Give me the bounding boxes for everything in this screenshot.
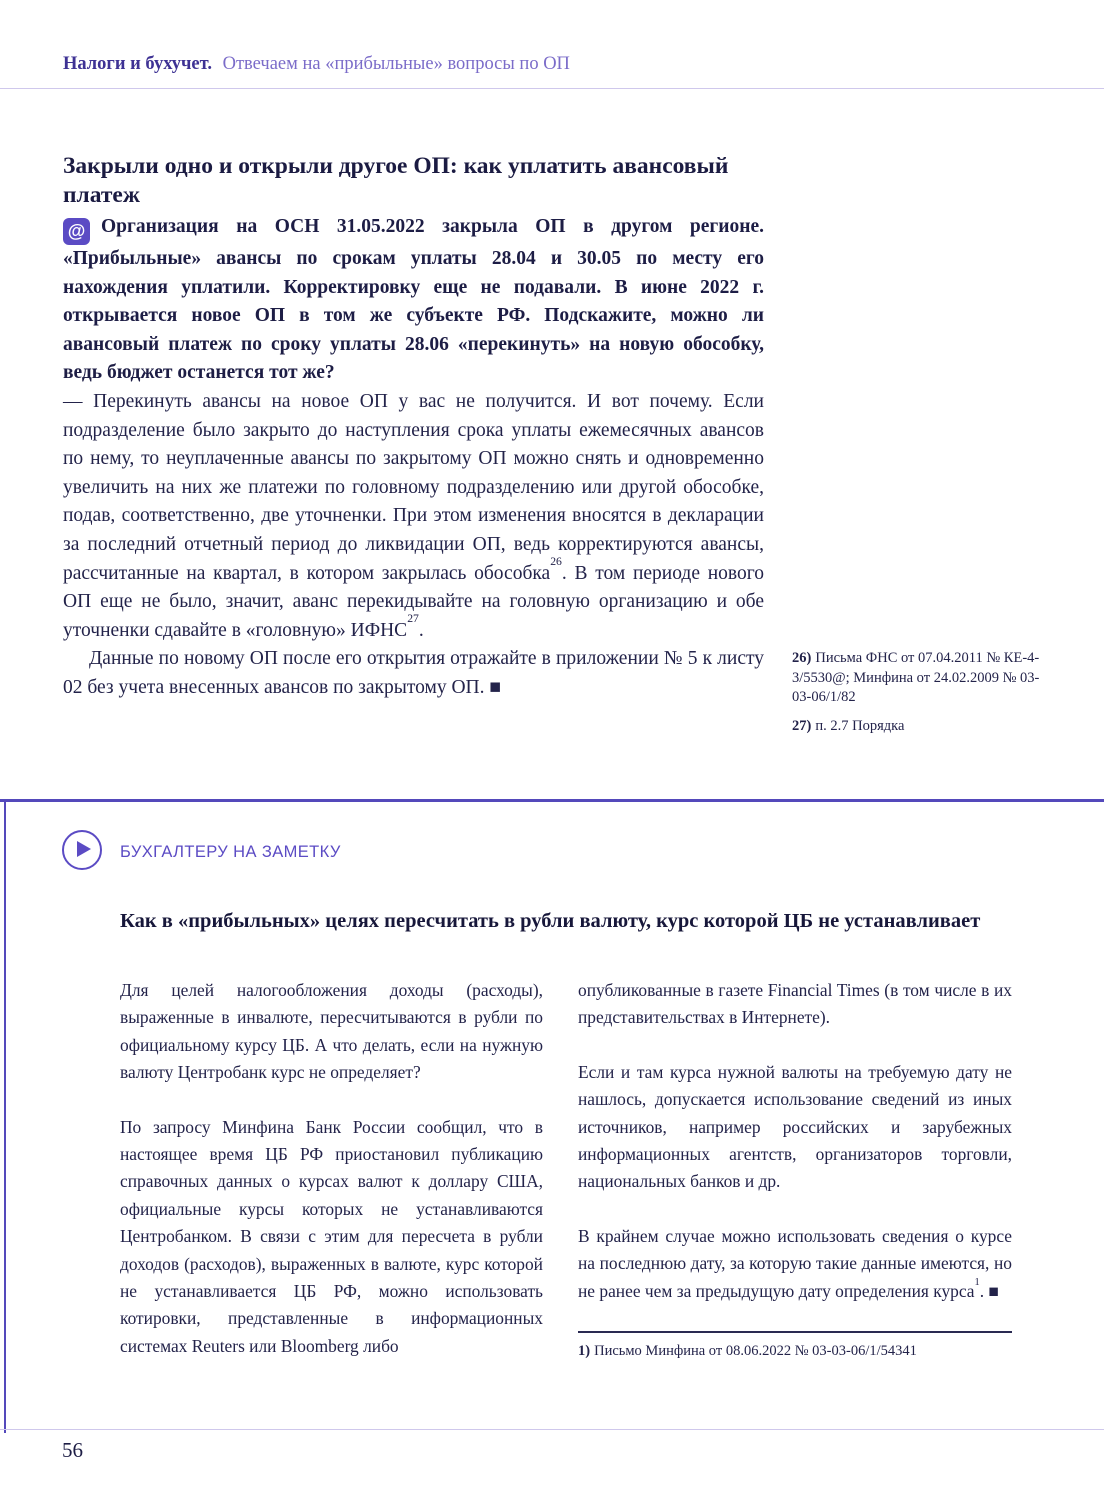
page-header	[63, 54, 570, 75]
footnote-divider	[578, 1331, 1012, 1333]
note-heading: Как в «прибыльных» целях пересчитать в рубли валюту, курс которой ЦБ не устанавливает	[120, 910, 981, 932]
header-divider	[0, 88, 1104, 89]
footnote-label: 1)	[578, 1342, 591, 1359]
right-paragraph-3-end: . ■	[979, 1280, 999, 1301]
margin-note-26-label: 26)	[792, 650, 812, 666]
answer-paragraph	[63, 388, 764, 645]
answer-part-1: — Перекинуть авансы на новое ОП у вас не получится. И вот почему. Если подразделение было закрыто до наступления срока уплаты ежемесячных авансов по нему, то неуплаченные авансы по закрытому ОП можно снять и одновременно увеличить на них же платежи по головному подразделению или другой обособке, подав, соответственно, две уточненки. При этом изменения вносятся в декларации за последний отчетный период до ликвидации ОП, ведь корректируются авансы, рассчитанные на квартал, в котором закрылась обособка	[63, 390, 764, 584]
closing-paragraph: Данные по новому ОП после его открытия отражайте в приложении № 5 к листу 02 без учета внесенных авансов по закрытому ОП. ■	[63, 648, 764, 698]
answer-part-3: .	[418, 619, 424, 641]
question-text: Организация на ОСН 31.05.2022 закрыла ОП в другом регионе. «Прибыльные» авансы по срокам уплаты 28.04 и 30.05 по месту его нахождения уплатили. Корректировку еще не подавали. В июне 2022 г. открывается новое ОП в том же субъекте РФ. Подскажите, можно ли авансовый платеж по сроку уплаты 28.06 «перекинуть» на новую обособку, ведь бюджет останется тот же?	[63, 216, 764, 384]
at-icon: @	[63, 218, 90, 245]
header-rubric: Налоги и бухучет.	[63, 54, 212, 74]
section-divider	[0, 799, 1104, 802]
play-icon	[62, 830, 102, 870]
footnote-ref-1: 1	[974, 1276, 980, 1288]
margin-note-27-text: п. 2.7 Порядка	[815, 717, 905, 734]
margin-note-26	[792, 649, 1050, 708]
margin-note-26-text: Письма ФНС от 07.04.2011 № КЕ-4-3/5530@; Минфина от 24.02.2009 № 03-03-06/1/82	[792, 650, 1040, 705]
section-kicker: БУХГАЛТЕРУ НА ЗАМЕТКУ	[120, 843, 341, 861]
footer-divider	[0, 1429, 1104, 1430]
column-left	[120, 977, 543, 1360]
footnote-text: Письмо Минфина от 08.06.2022 № 03-03-06/1/54341	[594, 1342, 917, 1359]
right-paragraph-1: опубликованные в газете Financial Times (в том числе в их представительствах в Интернете).	[578, 980, 1012, 1028]
column-right	[578, 977, 1012, 1361]
play-icon-triangle	[77, 841, 91, 857]
left-paragraph-1: Для целей налогообложения доходы (расходы), выраженные в инвалюте, пересчитываются в рубли по официальному курсу ЦБ. А что делать, если на нужную валюту Центробанк курс не определяет?	[120, 980, 543, 1083]
right-paragraph-3-text: В крайнем случае можно использовать сведения о курсе на последнюю дату, за которую такие данные имеются, но не ранее чем за предыдущую дату определения курса	[578, 1225, 1012, 1301]
right-paragraph-2: Если и там курса нужной валюты на требуемую дату не нашлось, допускается использование сведений из иных источников, например российских и зарубежных информационных агентств, организаторов торговли, национальных банков и др.	[578, 1061, 1012, 1192]
right-paragraph-3	[578, 1223, 1012, 1305]
answer-part-2: . В том периоде нового ОП еще не было, значит, аванс перекидывайте на головную организацию и обе уточненки сдавайте в «головную» ИФНС	[63, 562, 764, 641]
article-title: Закрыли одно и открыли другое ОП: как уплатить авансовый платеж	[63, 152, 729, 208]
footnote-ref-26: 26	[550, 555, 562, 569]
header-subtitle: Отвечаем на «прибыльные» вопросы по ОП	[222, 54, 570, 74]
footnote-ref-27: 27	[407, 612, 419, 626]
page-number: 56	[62, 1438, 83, 1462]
footnote	[578, 1342, 1012, 1361]
section-left-rule	[4, 799, 6, 1433]
margin-notes	[792, 649, 1050, 745]
margin-note-27	[792, 717, 1050, 737]
margin-note-27-label: 27)	[792, 717, 812, 734]
left-paragraph-2: По запросу Минфина Банк России сообщил, что в настоящее время ЦБ РФ приостановил публикацию справочных данных о курсах валют к доллару США, официальные курсы которых не устанавливаются Центробанком. В связи с этим для пересчета в рубли доходов (расходов), выраженных в валюте, курс которой не устанавливается ЦБ РФ, можно использовать котировки, представленные в информационных системах Reuters или Bloomberg либо	[120, 1116, 543, 1356]
article-body	[63, 213, 764, 703]
question-paragraph	[63, 213, 764, 388]
